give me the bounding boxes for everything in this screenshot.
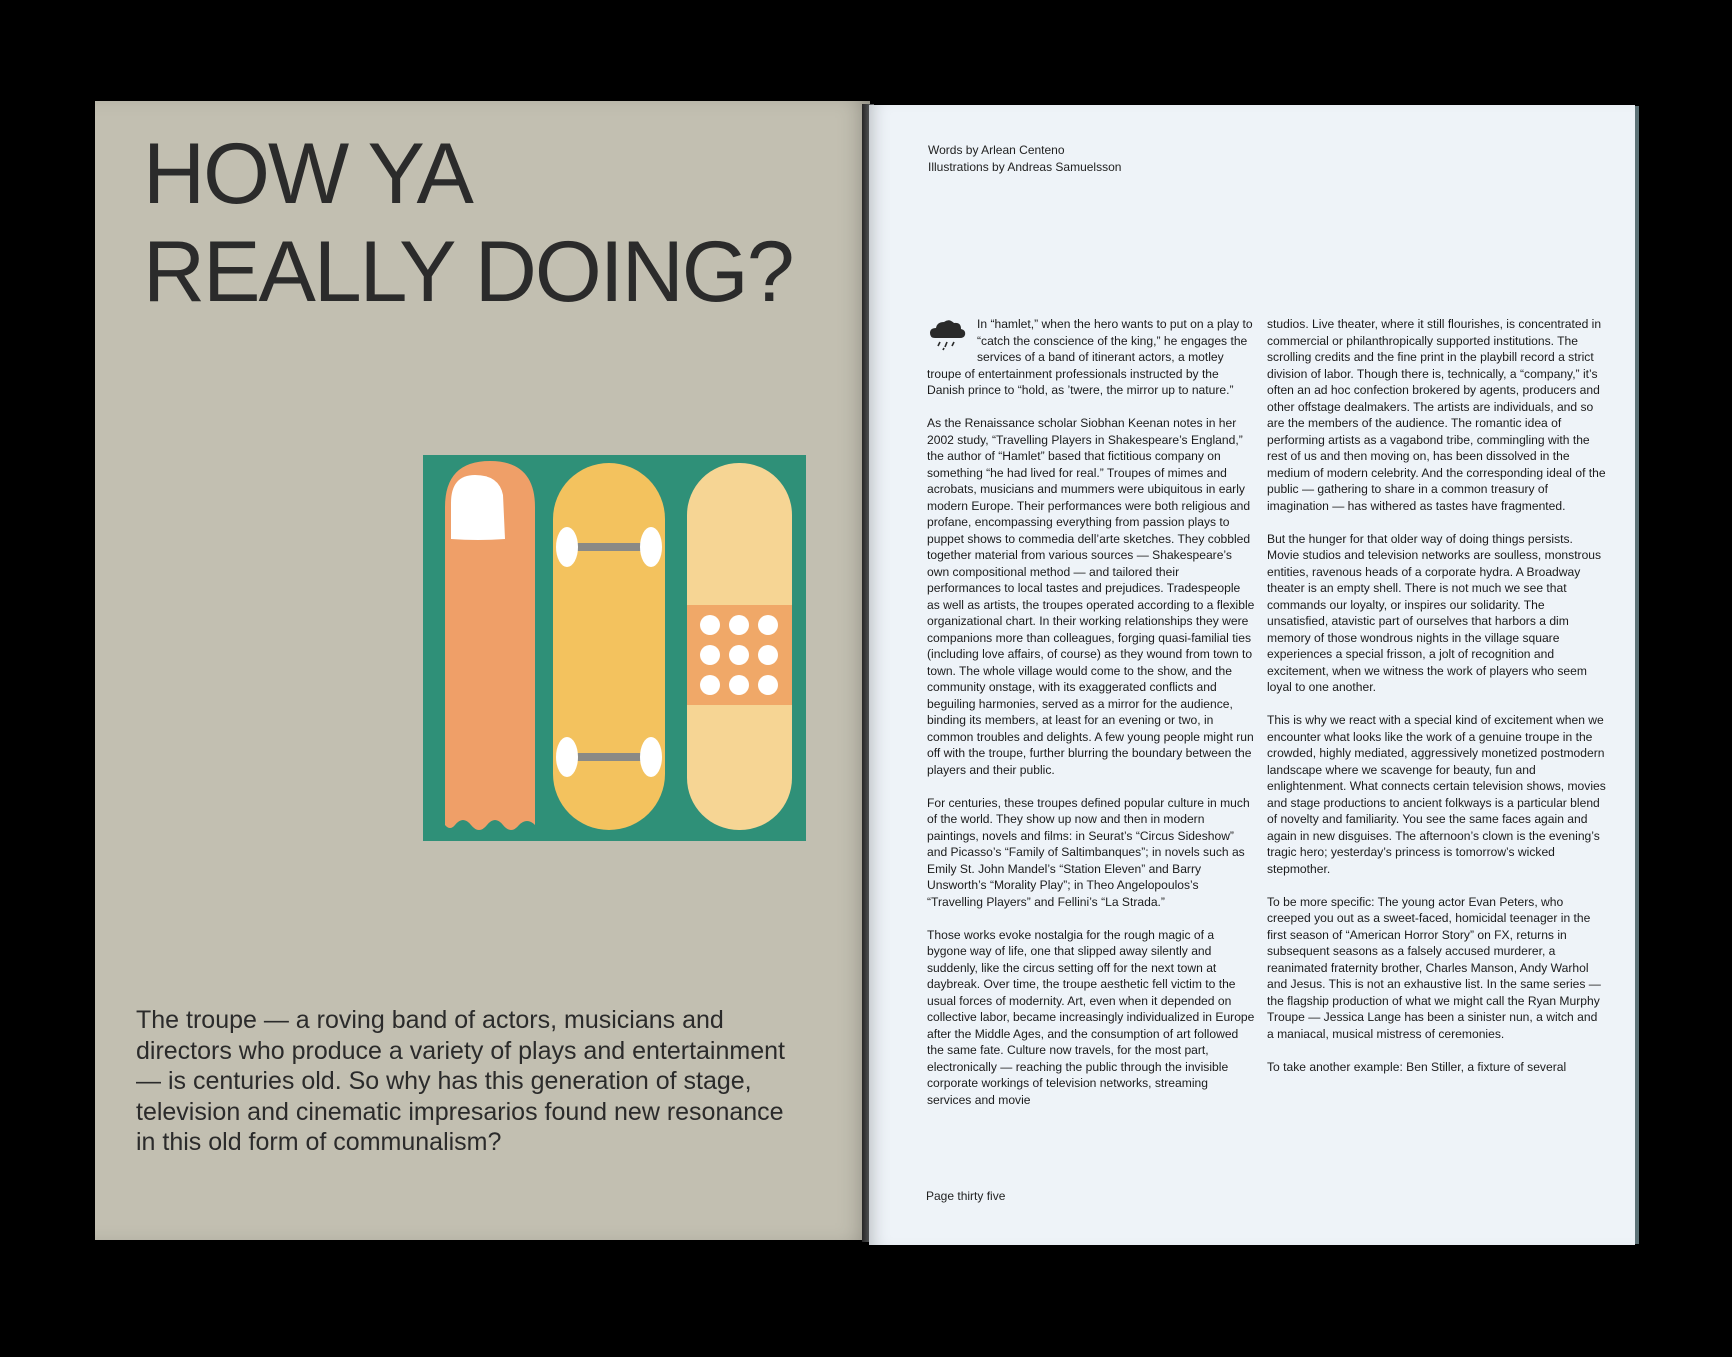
paragraph: But the hunger for that older way of doing things persists. Movie studios and television networks are soulless, monstrous entities, ravenous heads of a corporate hydra. A Broadway theater is an empty shell. There is not much we see that commands our loyalty, or inspires our solidarity. The unsatisfied, atavistic part of ourselves that harbors a dim memory of those wondrous nights in the village square experiences a special frisson, a jolt of recognition and excitement, when we witness the work of players who seem loyal to one another. (1267, 531, 1602, 694)
rain-cloud-icon (927, 318, 977, 352)
paragraph: To be more specific: The young actor Evan Peters, who creeped you out as a sweet-faced, homicidal teenager in the first season of “American Horror Story” on FX, returns in subsequent seasons as a falsely accused murderer, a reanimated fraternity brother, Charles Manson, Andy Warhol and Jesus. This is not an exhaustive list. In the same series — the flagship production of what we might call the Ryan Murphy Troupe — Jessica Lange has been a sinister nun, a witch and a maniacal, musical mistress of ceremonies. (1267, 894, 1601, 1041)
article-column-left (927, 316, 1255, 1125)
paragraph: Those works evoke nostalgia for the rough magic of a bygone way of life, one that slipped away silently and suddenly, like the circus setting off for the next town at daybreak. Over time, the troupe aesthetic fell victim to the usual forces of modernity. Art, even when it depended on collective labor, became increasingly individualized in Europe after the Middle Ages, and the consumption of art followed the same fate. Culture now travels, for the most part, electronically — reaching the public through the invisible corporate workings of television networks, streaming services and movie (927, 927, 1255, 1107)
paragraph: For centuries, these troupes defined popular culture in much of the world. They show up now and then in modern paintings, novels and films: in Seurat’s “Circus Sideshow” and Picasso’s “Family of Saltimbanques”; in novels such as Emily St. John Mandel’s “Station Eleven” and Barry Unsworth’s “Morality Play”; in Theo Angelopoulos’s “Travelling Players” and Fellini’s “La Strada.” (927, 795, 1250, 909)
paragraph: studios. Live theater, where it still flourishes, is concentrated in commercial or philanthropically supported institutions. The scrolling credits and the fine print in the playbill record a strict division of labor. Though there is, technically, a “company,” it’s often an ad hoc confection brokered by agents, producers and other offstage dealmakers. The artists are individuals, and so are the members of the audience. The romantic idea of performing artists as a vagabond tribe, commingling with the rest of us and then moving on, has been dissolved in the medium of modern celebrity. And the corresponding ideal of the public — gathering to share in a common treasury of imagination — has withered as tastes have fragmented. (1267, 317, 1606, 513)
page-number: Page thirty five (926, 1189, 1006, 1203)
troupe-illustration (423, 455, 806, 841)
headline (143, 125, 793, 321)
article-column-right (1267, 316, 1607, 1092)
headline-line-1: HOW YA (143, 126, 472, 222)
right-page (869, 105, 1635, 1245)
credit-illustrations: Illustrations by Andreas Samuelsson (928, 159, 1122, 174)
credits (928, 142, 1121, 175)
left-page (95, 101, 870, 1240)
skateboard-icon (553, 463, 665, 830)
deck-text: The troupe — a roving band of actors, musicians and directors who produce a variety of plays and entertainment — is centuries old. So why has this generation of stage, television and cinematic impresarios found new resonance in this old form of communalism? (136, 1006, 785, 1156)
paragraph: As the Renaissance scholar Siobhan Keenan notes in her 2002 study, “Travelling Players in Shakespeare’s England,” the author of “Hamlet” based that fictitious company on something “he had lived for real.” Troupes of mimes and acrobats, musicians and mummers were ubiquitous in early modern Europe. Their performances were both religious and profane, encompassing everything from passion plays to puppet shows to commedia dell’arte sketches. They cobbled together material from various sources — Shakespeare’s own compositional method — and tailored their performances to local tastes and prejudices. Tradespeople as well as artists, the troupes operated according to a flexible organizational chart. In their working relationships they were companions more than colleagues, forging quasi-familial ties (including love affairs, of course) as they wound from town to town. The whole village would come to the show, and the community onstage, with its exaggerated conflicts and beguiling harmonies, served as a mirror for the audience, binding its members, at least for an evening or two, in common troubles and delights. A few young people might run off with the troupe, further blurring the boundary between the players and their public. (927, 416, 1255, 777)
paragraph: In “hamlet,” when the hero wants to put on a play to “catch the conscience of the king,” he engages the services of a band of itinerant actors, a motley troupe of entertainment professionals instructed by the Danish prince to “hold, as ’twere, the mirror up to nature.” (927, 317, 1253, 397)
paragraph: This is why we react with a special kind of excitement when we encounter what looks like the work of a genuine troupe in the crowded, highly mediated, aggressively monetized postmodern landscape where we scavenge for beauty, fun and enlightenment. What connects certain television shows, movies and stage productions to ancient folkways is a particular blend of novelty and familiarity. You see the same faces again and again in new disguises. The afternoon’s clown is the evening’s tragic hero; yesterday’s princess is tomorrow’s wicked stepmother. (1267, 713, 1606, 876)
credit-words: Words by Arlean Centeno (928, 143, 1065, 157)
finger-icon (445, 461, 535, 830)
paragraph: To take another example: Ben Stiller, a fixture of several (1267, 1059, 1567, 1074)
bandage-icon (687, 463, 792, 830)
page-edge (1635, 106, 1639, 1244)
headline-line-2: REALLY DOING? (143, 224, 793, 320)
